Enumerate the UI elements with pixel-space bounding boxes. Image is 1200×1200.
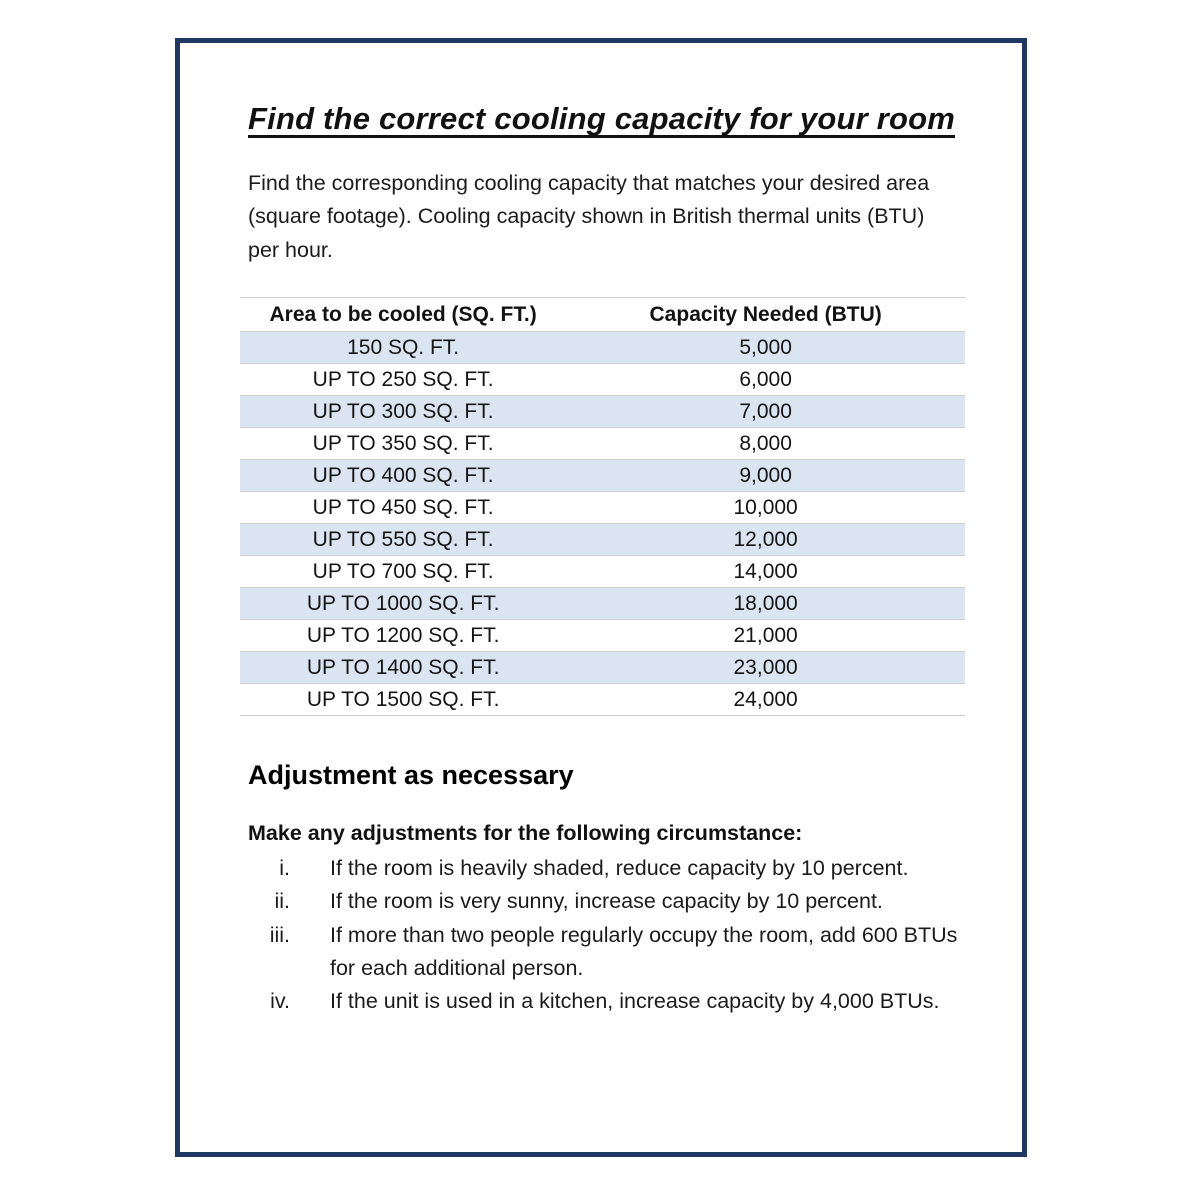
table-row [240,683,965,715]
adjustment-list-item [240,852,965,885]
adjustment-heading: Adjustment as necessary [248,759,574,790]
table-header-area: Area to be cooled (SQ. FT.) [240,297,566,331]
page-title: Find the correct cooling capacity for your room [248,101,956,136]
capacity-cell: 9,000 [566,459,965,491]
capacity-cell: 24,000 [566,683,965,715]
table-row [240,651,965,683]
capacity-cell: 8,000 [566,427,965,459]
area-cell: UP TO 550 SQ. FT. [240,523,566,555]
table-row [240,459,965,491]
table-row [240,555,965,587]
document-page [175,38,1027,1157]
list-item-text: If the unit is used in a kitchen, increase capacity by 4,000 BTUs. [330,989,940,1014]
table-row [240,491,965,523]
list-item-marker: i. [279,855,290,880]
area-cell: UP TO 400 SQ. FT. [240,459,566,491]
page-content [180,43,1022,1019]
area-cell: UP TO 450 SQ. FT. [240,491,566,523]
table-row [240,427,965,459]
list-item-marker: iii. [269,922,290,947]
capacity-cell: 5,000 [566,331,965,363]
list-item-text: If more than two people regularly occupy the room, add 600 BTUs for each additional person. [330,922,958,980]
list-item-text: If the room is very sunny, increase capacity by 10 percent. [330,889,883,914]
table-header-capacity: Capacity Needed (BTU) [566,297,965,331]
area-cell: UP TO 1200 SQ. FT. [240,619,566,651]
list-item-text: If the room is heavily shaded, reduce capacity by 10 percent. [330,855,909,880]
capacity-cell: 10,000 [566,491,965,523]
intro-paragraph: Find the corresponding cooling capacity that matches your desired area (square footage). Cooling capacity shown in British thermal units (BTU) per hour. [248,171,930,262]
area-cell: UP TO 1400 SQ. FT. [240,651,566,683]
area-cell: UP TO 250 SQ. FT. [240,363,566,395]
list-item-marker: iv. [270,989,290,1014]
capacity-cell: 12,000 [566,523,965,555]
table-row [240,363,965,395]
area-cell: UP TO 350 SQ. FT. [240,427,566,459]
table-row [240,619,965,651]
adjustment-list [240,852,965,1019]
list-item-marker: ii. [274,889,290,914]
adjustment-lead: Make any adjustments for the following circumstance: [248,820,803,845]
capacity-cell: 14,000 [566,555,965,587]
adjustment-list-item [240,919,965,986]
area-cell: UP TO 1000 SQ. FT. [240,587,566,619]
capacity-table-head [240,297,965,331]
table-row [240,395,965,427]
area-cell: UP TO 300 SQ. FT. [240,395,566,427]
capacity-cell: 18,000 [566,587,965,619]
area-cell: UP TO 1500 SQ. FT. [240,683,566,715]
table-row [240,587,965,619]
table-row [240,331,965,363]
adjustment-list-item [240,985,965,1018]
capacity-cell: 6,000 [566,363,965,395]
area-cell: UP TO 700 SQ. FT. [240,555,566,587]
adjustment-list-item [240,885,965,918]
capacity-table [240,297,965,716]
table-row [240,523,965,555]
capacity-cell: 23,000 [566,651,965,683]
area-cell: 150 SQ. FT. [240,331,566,363]
table-header-row [240,297,965,331]
capacity-cell: 7,000 [566,395,965,427]
capacity-table-body [240,331,965,715]
capacity-cell: 21,000 [566,619,965,651]
